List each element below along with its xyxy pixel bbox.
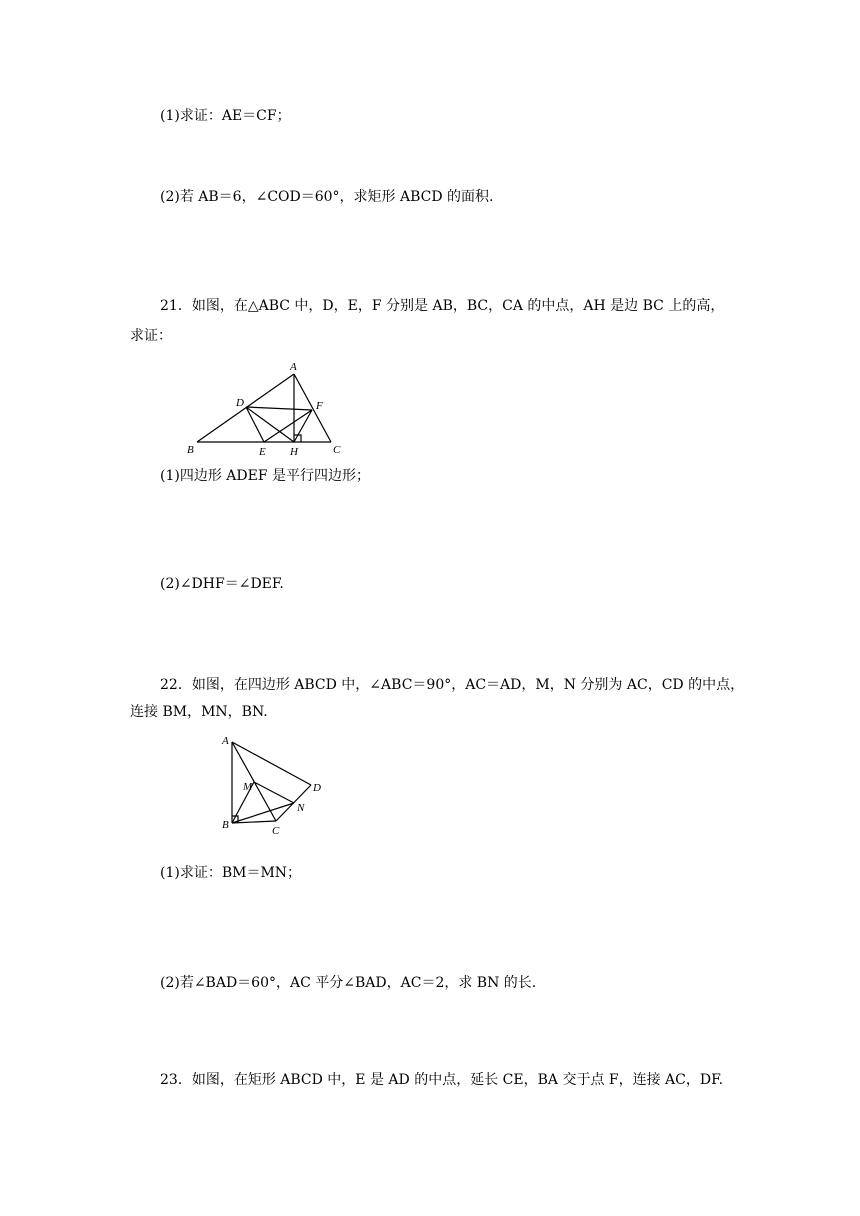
segment-AC xyxy=(294,374,331,442)
q22-quadrilateral-lines xyxy=(232,742,311,823)
q21-label-F: F xyxy=(316,400,323,412)
q22-label-N: N xyxy=(297,802,305,814)
segment-DE xyxy=(246,407,264,442)
q22-stem-line1: 22．如图，在四边形 ABCD 中，∠ABC＝90°，AC＝AD，M，N 分别为 AC，CD 的中点， xyxy=(160,677,745,693)
segment-DF xyxy=(246,407,312,410)
segment-CD xyxy=(276,785,311,821)
segment-AC xyxy=(232,742,276,821)
q21-stem-line2: 求证： xyxy=(130,328,172,344)
segment-DH xyxy=(246,407,294,442)
segment-BM xyxy=(232,782,254,823)
q21-label-A: A xyxy=(290,361,297,373)
segment-BN xyxy=(232,803,294,823)
q23-stem-line1: 23．如图，在矩形 ABCD 中，E 是 AD 的中点，延长 CE，BA 交于点 F，连接 AC，DF. xyxy=(160,1072,724,1088)
q21-label-B: B xyxy=(187,444,194,456)
q22-part2: (2)若∠BAD＝60°，AC 平分∠BAD，AC＝2，求 BN 的长. xyxy=(160,975,537,991)
q22-label-A: A xyxy=(222,735,229,747)
segment-EF xyxy=(264,410,312,442)
q21-part2: (2)∠DHF＝∠DEF. xyxy=(160,576,284,592)
segment-MN xyxy=(254,782,294,803)
q20-part1: (1)求证：AE＝CF； xyxy=(160,108,291,124)
segment-HF xyxy=(294,410,312,442)
right-angle-mark-H xyxy=(294,435,301,442)
q22-part1: (1)求证：BM＝MN； xyxy=(160,865,302,881)
segment-AD xyxy=(232,742,311,785)
q22-label-M: M xyxy=(243,781,253,793)
q21-label-C: C xyxy=(333,444,341,456)
segment-AB xyxy=(197,374,294,442)
q21-label-D: D xyxy=(236,397,244,409)
q22-label-D: D xyxy=(313,782,321,794)
q21-part1: (1)四边形 ADEF 是平行四边形； xyxy=(160,468,370,484)
q20-part2: (2)若 AB＝6，∠COD＝60°，求矩形 ABCD 的面积. xyxy=(160,189,494,205)
right-angle-mark-B xyxy=(232,816,238,823)
q22-stem-line2: 连接 BM，MN，BN. xyxy=(130,704,268,720)
q21-stem-line1: 21．如图，在△ABC 中，D，E，F 分别是 AB，BC，CA 的中点，AH 是边 BC 上的高， xyxy=(160,298,725,314)
q22-label-B: B xyxy=(222,819,229,831)
q21-label-E: E xyxy=(259,446,266,458)
segment-BC xyxy=(232,821,276,823)
q21-triangle-lines xyxy=(197,374,331,442)
q21-label-H: H xyxy=(290,446,298,458)
q22-label-C: C xyxy=(272,825,280,837)
